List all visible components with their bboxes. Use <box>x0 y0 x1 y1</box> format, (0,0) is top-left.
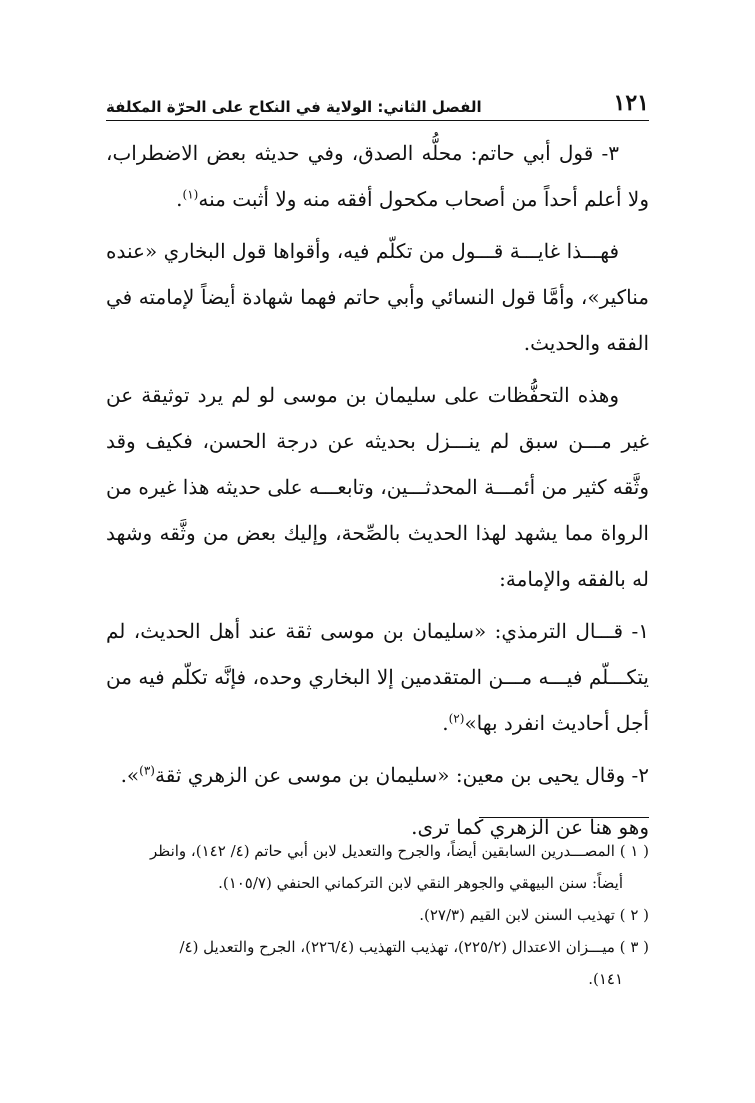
paragraph-ibn-main: ٢- وقال يحيى بن معين: «سليمان بن موسى عن الزهري ثقة$^{(٣)}$». <box>120 763 649 787</box>
paragraph-tirmidhi: ١- قـــال الترمذي: «سليمان بن موسى ثقة عند أهل الحديث، لم يتكـــلّم فيـــه مـــن المتقدمين إلا البخاري وحده، فإنَّه تكلّم فيه من أجل أحاديث انفرد بها»$^{(٢)}$. <box>106 619 649 735</box>
paragraph-closing: وهو هنا عن الزهري كما ترى. <box>411 815 649 839</box>
page-number: ١٢١ <box>613 90 649 116</box>
footnote-divider <box>479 817 649 818</box>
footnotes <box>106 836 649 996</box>
paragraph-abu-hatim: ٣- قول أبي حاتم: محلُّه الصدق، وفي حديثه بعض الاضطراب، ولا أعلم أحداً من أصحاب مكحول أفقه منه ولا أثبت منه$^{(١)}$. <box>106 141 649 211</box>
footnote-1-continued: أيضاً: سنن البيهقي والجوهر النقي لابن التركماني الحنفي (١٠٥/٧). <box>218 874 623 892</box>
running-title: الفصل الثاني: الولاية في النكاح على الحرّة المكلفة <box>106 98 482 116</box>
footnote-ref-2: (٢) <box>448 711 465 726</box>
footnote-ref-1: (١) <box>182 187 199 202</box>
footnote-ref-3: (٣) <box>139 763 155 778</box>
footnote-2: ( ٢ ) تهذيب السنن لابن القيم (٢٧/٣). <box>419 906 649 924</box>
footnote-3: ( ٣ ) ميـــزان الاعتدال (٢٢٥/٢)، تهذيب التهذيب (٢٢٦/٤)، الجرح والتعديل (٤/ <box>179 938 649 956</box>
footnote-1: ( ١ ) المصـــدرين السابقين أيضاً، والجرح والتعديل لابن أبي حاتم (٤/ ١٤٢)، وانظر <box>149 842 649 860</box>
footnote-3-continued: ١٤١). <box>588 970 623 988</box>
paragraph-summary: فهـــذا غايـــة قـــول من تكلّم فيه، وأقواها قول البخاري «عنده مناكير»، وأمَّا قول النسائي وأبي حاتم فهما شهادة أيضاً لإمامته في الفقه والحديث. <box>106 239 649 355</box>
main-text <box>106 130 649 856</box>
paragraph-reservations: وهذه التحفُّظات على سليمان بن موسى لو لم يرد توثيقة عن غير مـــن سبق لم ينـــزل بحديثه عن درجة الحسن، فكيف وقد وثَّقه كثير من أئمـــة المحدثـــين، وتابعـــه على حديثه هذا غيره من الرواة مما يشهد لهذا الحديث بالصِّحة، وإليك بعض من وثَّقه وشهد له بالفقه والإمامة: <box>106 383 649 591</box>
page-header <box>106 86 649 121</box>
